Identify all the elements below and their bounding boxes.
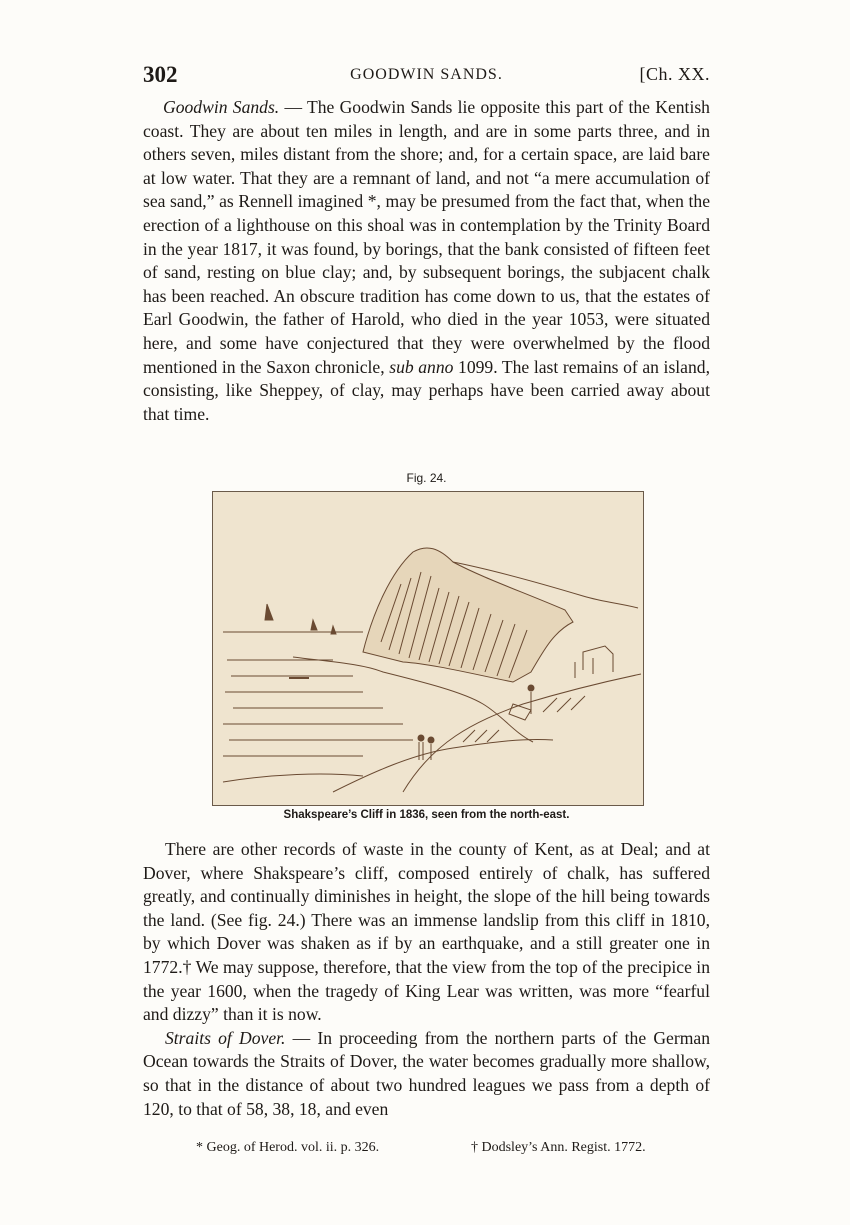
paragraph-text: — The Goodwin Sands lie opposite this part of the Kentish coast. They are about ten miles in length, and are in some parts three, and in others seven, miles distant from the shore; and, for a certain space, are laid bare at low water. That they are a remnant of land, and not “a mere accumulation of sea sand,” as Rennell imagined *, may be presumed from the fact that, when the erection of a lighthouse on this shoal was in contemplation by the Trinity Board in the year 1817, it was found, by borings, that the bank consisted of fifteen feet of sand, resting on blue clay; and, by subsequent borings, the subjacent chalk has been reached. An obscure tradition has come down to us, that the estates of Earl Goodwin, the father of Harold, who died in the year 1053, were situated here, and some have conjectured that they were overwhelmed by the flood mentioned in the Saxon chronicle, — [143, 97, 710, 377]
paragraph-text-end: 1099. The last remains of an island, consisting, like Sheppey, of clay, may perhaps have been carried away about that time. — [143, 356, 710, 424]
page-number: 302 — [143, 62, 178, 87]
italic-phrase: sub anno — [389, 356, 454, 377]
figure-label: Fig. 24. — [406, 471, 447, 485]
section-title: Goodwin Sands. — [163, 97, 280, 117]
paragraph-text: — In proceeding from the northern parts of the German Ocean towards the Straits of Dover, the water becomes gradually more shallow, so that in the distance of about two hundred leagues we pass from a depth of 120, to that of 58, 38, 18, and even — [143, 1027, 710, 1119]
paragraph — [143, 96, 710, 426]
goodwin-sands-section — [143, 96, 710, 426]
cliff-engraving — [212, 491, 644, 806]
figure-caption: Shakspeare’s Cliff in 1836, seen from the north-east. — [283, 809, 570, 821]
running-head: GOODWIN SANDS. — [350, 66, 503, 83]
footnote: † Dodsley’s Ann. Regist. 1772. — [471, 1140, 646, 1155]
page-header — [143, 62, 710, 92]
paragraph — [143, 1027, 710, 1121]
footnotes — [196, 1140, 696, 1164]
cliff-illustration — [213, 492, 643, 805]
main-text-continued — [143, 838, 710, 1121]
section-title: Straits of Dover. — [165, 1027, 286, 1048]
paragraph: There are other records of waste in the county of Kent, as at Deal; and at Dover, where Shakspeare’s cliff, composed entirely of chalk, has suffered greatly, and continually diminishes in height, the slope of the hill being towards the land. (See fig. 24.) There was an immense landslip from this cliff in 1810, by which Dover was shaken as if by an earthquake, and a still greater one in 1772.† We may suppose, therefore, that the view from the top of the precipice in the year 1600, when the tragedy of King Lear was written, was more “fearful and dizzy” than it is now. — [143, 839, 710, 1025]
chapter-reference: [Ch. XX. — [639, 64, 710, 84]
footnote: * Geog. of Herod. vol. ii. p. 326. — [196, 1140, 380, 1155]
